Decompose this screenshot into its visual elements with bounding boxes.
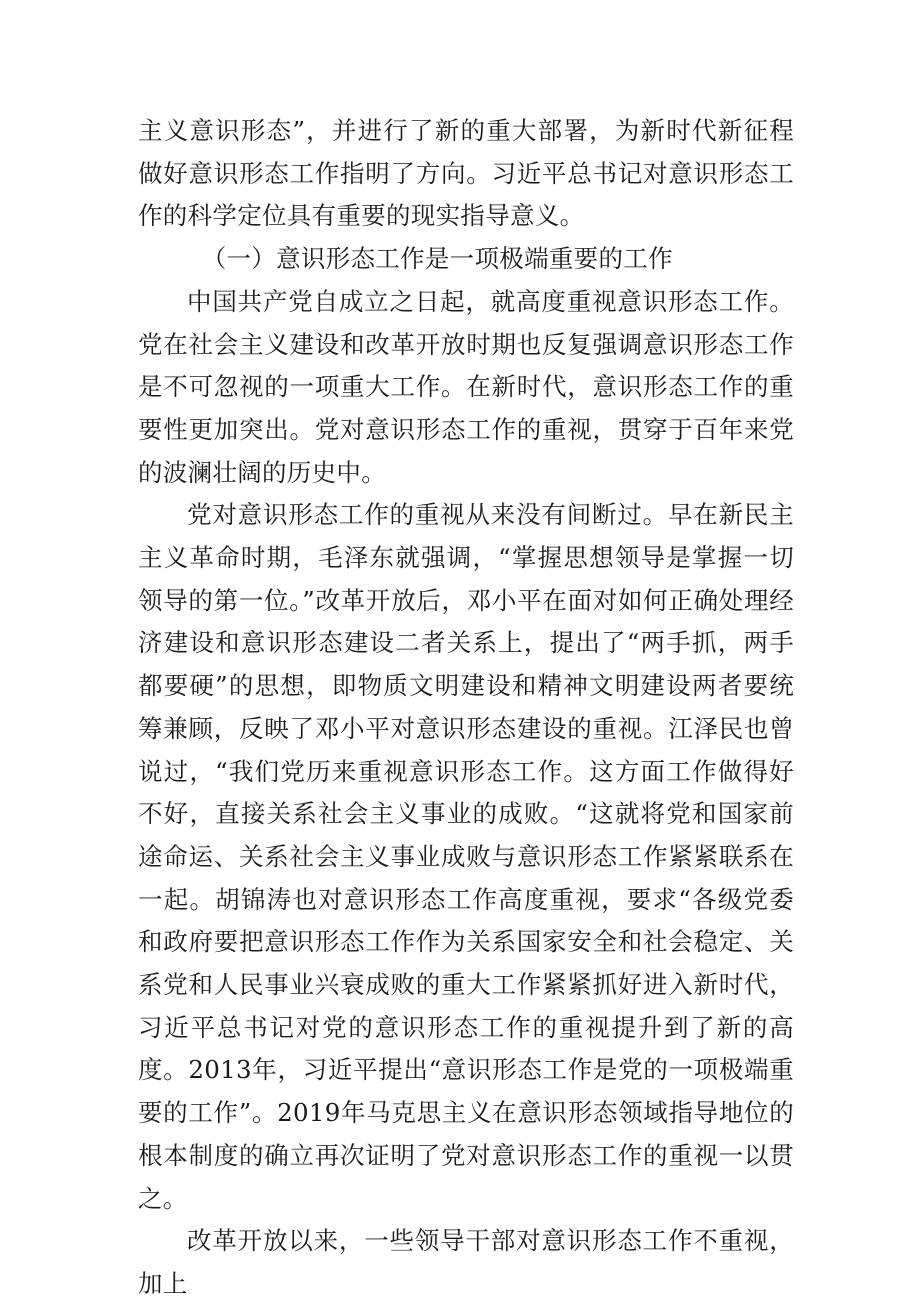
paragraph: 中国共产党自成立之日起，就高度重视意识形态工作。党在社会主义建设和改革开放时期也反复强调意识形态工作是不可忽视的一项重大工作。在新时代，意识形态工作的重要性更加突出。党对意识形态工作的重视，贯穿于百年来党的波澜壮阔的历史中。 <box>138 286 794 487</box>
paragraph-continuation: 主义意识形态”，并进行了新的重大部署，为新时代新征程做好意识形态工作指明了方向。习近平总书记对意识形态工作的科学定位具有重要的现实指导意义。 <box>138 116 794 231</box>
document-body <box>138 110 794 1306</box>
section-heading: （一）意识形态工作是一项极端重要的工作 <box>201 244 673 274</box>
paragraph: 改革开放以来，一些领导干部对意识形态工作不重视，加上 <box>138 1226 794 1298</box>
paragraph: 党对意识形态工作的重视从来没有间断过。早在新民主主义革命时期，毛泽东就强调，“掌握思想领导是掌握一切领导的第一位。”改革开放后，邓小平在面对如何正确处理经济建设和意识形态建设二者关系上，提出了“两手抓，两手都要硬”的思想，即物质文明建设和精神文明建设两者要统筹兼顾，反映了邓小平对意识形态建设的重视。江泽民也曾说过，“我们党历来重视意识形态工作。这方面工作做得好不好，直接关系社会主义事业的成败。“这就将党和国家前途命运、关系社会主义事业成败与意识形态工作紧紧联系在一起。胡锦涛也对意识形态工作高度重视，要求“各级党委和政府要把意识形态工作作为关系国家安全和社会稳定、关系党和人民事业兴衰成败的重大工作紧紧抓好进入新时代，习近平总书记对党的意识形态工作的重视提升到了新的高度。2013年，习近平提出“意识形态工作是党的一项极端重要的工作”。2019年马克思主义在意识形态领域指导地位的根本制度的确立再次证明了党对意识形态工作的重视一以贯之。 <box>138 500 794 1213</box>
